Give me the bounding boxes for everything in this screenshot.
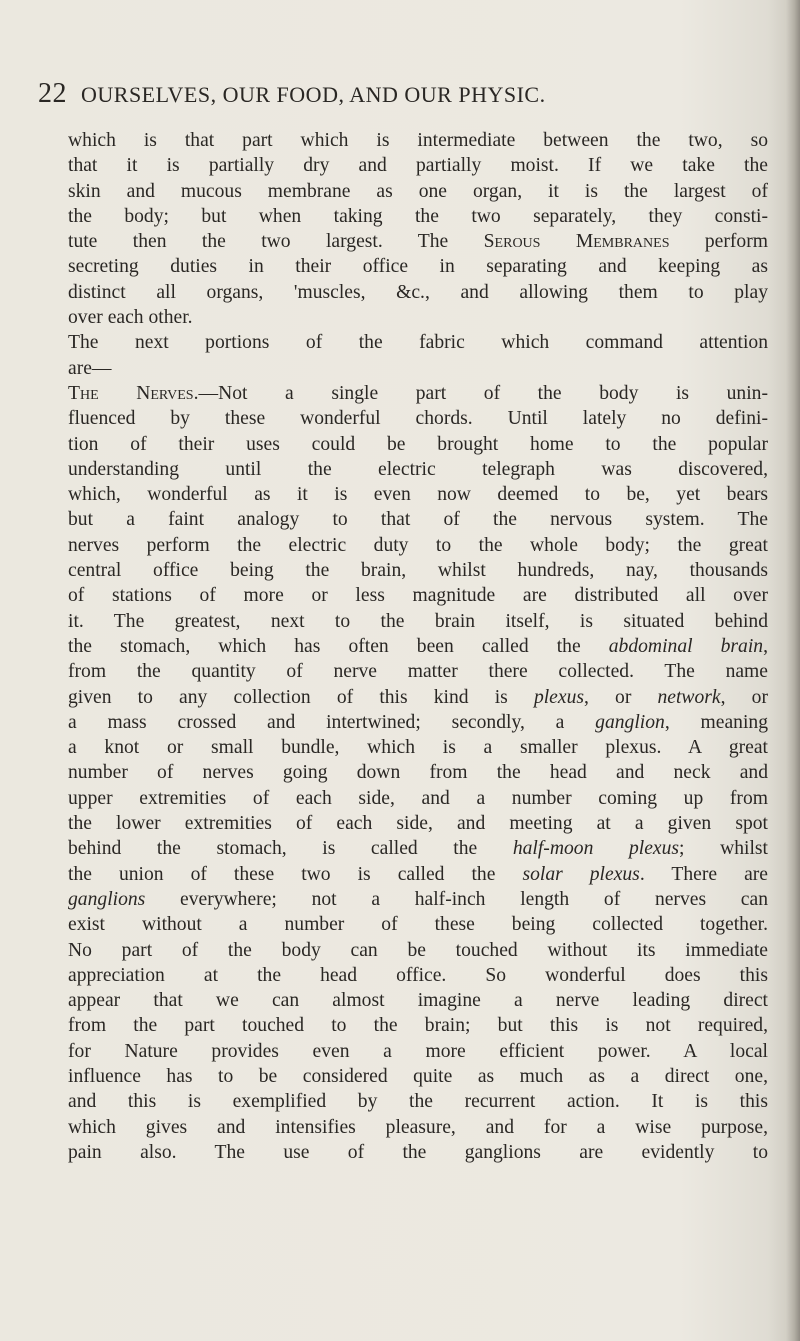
text-segment: number of nerves going down from the head and neck and (68, 762, 768, 784)
text-segment: which gives and intensifies pleasure, and for a wise purpose, (68, 1116, 768, 1138)
text-segment: influence has to be considered quite as much as a direct one, (68, 1065, 768, 1087)
text-segment: which is that part which is intermediate between the two, so (68, 130, 768, 151)
text-line (68, 432, 768, 457)
text-segment: the stomach, which has often been called the (68, 635, 609, 657)
text-segment: and this is exemplified by the recurrent action. It is this (68, 1091, 768, 1113)
text-line (68, 1089, 768, 1114)
text-segment: behind the stomach, is called the (68, 838, 513, 860)
text-segment: tion of their uses could be brought home to the popular (68, 433, 768, 455)
text-line (68, 330, 768, 355)
text-segment: fluenced by these wonderful chords. Until lately no defini- (68, 408, 768, 430)
text-line (68, 381, 768, 406)
text-line (68, 356, 768, 381)
text-line (68, 862, 768, 887)
body-text (68, 128, 768, 1165)
text-line (68, 988, 768, 1013)
text-line (68, 685, 768, 710)
text-segment: which, wonderful as it is even now deemed to be, yet bears (68, 484, 768, 506)
italic-term: plexus (533, 686, 584, 708)
text-line (68, 153, 768, 178)
page-edge-shadow (786, 0, 800, 1341)
text-line (68, 811, 768, 836)
text-segment: pain also. The use of the ganglions are evidently to (68, 1141, 768, 1163)
text-line (68, 457, 768, 482)
text-line (68, 710, 768, 735)
italic-term: solar plexus (522, 863, 640, 885)
text-segment: ; whilst (679, 838, 768, 860)
text-segment: No part of the body can be touched without its immediate (68, 939, 768, 961)
text-segment: that it is partially dry and partially moist. If we take the (68, 155, 768, 177)
text-line (68, 912, 768, 937)
text-line (68, 786, 768, 811)
text-line (68, 1013, 768, 1038)
text-line (68, 482, 768, 507)
text-line (68, 1140, 768, 1165)
text-segment: for Nature provides even a more efficient power. A local (68, 1040, 768, 1062)
text-segment: from the part touched to the brain; but this is not required, (68, 1015, 768, 1037)
text-line (68, 963, 768, 988)
text-segment: exist without a number of these being collected together. (68, 914, 768, 936)
text-segment: are— (68, 357, 112, 379)
page-number: 22 (38, 78, 67, 109)
small-caps-heading: Serous Membranes (483, 231, 670, 253)
text-segment: appreciation at the head office. So wonderful does this (68, 964, 768, 986)
text-line (68, 1064, 768, 1089)
text-segment: but a faint analogy to that of the nervous system. The (68, 509, 768, 531)
text-line (68, 836, 768, 861)
text-segment: central office being the brain, whilst hundreds, nay, thousands (68, 560, 768, 582)
italic-term: network (657, 686, 721, 708)
text-segment: over each other. (68, 307, 193, 329)
text-line (68, 204, 768, 229)
text-segment: tute then the two largest. The (68, 231, 484, 253)
text-line (68, 938, 768, 963)
italic-term: half-moon plexus (512, 838, 680, 860)
text-line (68, 533, 768, 558)
text-segment: from the quantity of nerve matter there collected. The name (68, 661, 768, 683)
text-segment: a mass crossed and intertwined; secondly, a (68, 711, 596, 733)
text-segment: secreting duties in their office in separating and keeping as (68, 256, 768, 278)
text-segment: appear that we can almost imagine a nerve leading direct (68, 990, 768, 1012)
text-line (68, 280, 768, 305)
text-line (68, 609, 768, 634)
text-segment: nerves perform the electric duty to the whole body; the great (68, 534, 768, 556)
italic-term: abdominal brain (608, 635, 764, 657)
text-segment: distinct all organs, 'muscles, &c., and allowing them to play (68, 281, 768, 303)
text-line (68, 659, 768, 684)
text-segment: given to any collection of this kind is (68, 686, 534, 708)
text-segment: everywhere; not a half-inch length of nerves can (145, 888, 768, 910)
text-segment: understanding until the electric telegraph was discovered, (68, 458, 768, 480)
text-line (68, 406, 768, 431)
text-line (68, 507, 768, 532)
text-segment: , (763, 635, 768, 657)
italic-term: ganglion (595, 711, 665, 733)
text-line (68, 254, 768, 279)
text-segment: the body; but when taking the two separately, they consti- (68, 205, 768, 227)
running-title: OURSELVES, OUR FOOD, AND OUR PHYSIC. (81, 82, 546, 107)
text-segment: of stations of more or less magnitude are distributed all over (68, 585, 768, 607)
text-segment: , meaning (664, 711, 768, 733)
text-segment: . There are (639, 863, 768, 885)
small-caps-heading: The Nerves (68, 382, 194, 404)
text-segment: upper extremities of each side, and a number coming up from (68, 787, 768, 809)
text-line (68, 179, 768, 204)
text-line (68, 634, 768, 659)
text-segment: skin and mucous membrane as one organ, it is the largest of (68, 180, 768, 202)
text-line (68, 1039, 768, 1064)
text-segment: perform (669, 231, 768, 253)
text-segment: .—Not a single part of the body is unin- (193, 382, 768, 404)
text-line (68, 305, 768, 330)
text-segment: the union of these two is called the (68, 863, 523, 885)
text-segment: , or (720, 686, 768, 708)
text-line (68, 887, 768, 912)
text-line (68, 1115, 768, 1140)
page-header (38, 78, 758, 110)
italic-term: ganglions (68, 888, 146, 910)
text-line (68, 558, 768, 583)
text-line (68, 583, 768, 608)
text-segment: , or (584, 686, 658, 708)
text-line (68, 229, 768, 254)
text-segment: The next portions of the fabric which command attention (68, 332, 768, 354)
text-line (68, 735, 768, 760)
text-line (68, 760, 768, 785)
text-line (68, 128, 768, 153)
text-segment: a knot or small bundle, which is a smaller plexus. A great (68, 737, 768, 759)
text-segment: the lower extremities of each side, and meeting at a given spot (68, 813, 768, 835)
text-segment: it. The greatest, next to the brain itself, is situated behind (68, 610, 768, 632)
